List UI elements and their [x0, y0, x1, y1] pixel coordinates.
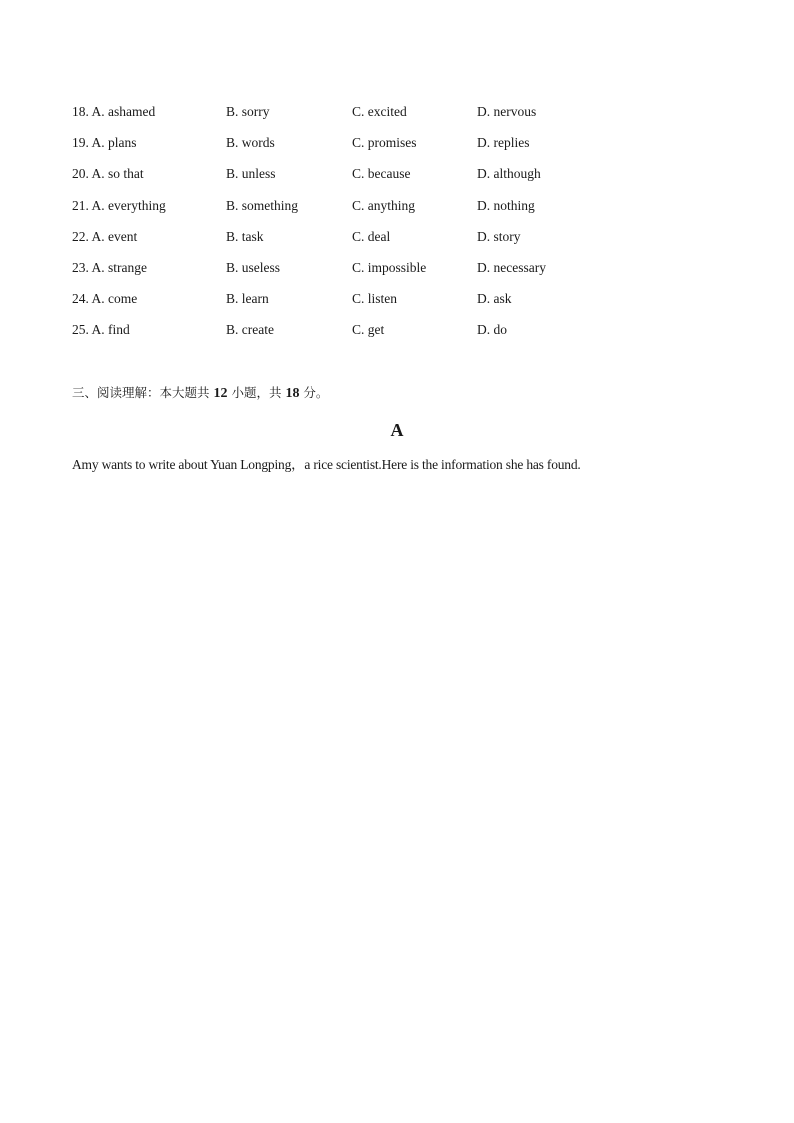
- option-b: B. useless: [226, 259, 280, 275]
- passage-title: A: [390, 420, 404, 440]
- question-row-19: [72, 133, 692, 164]
- option-d: D. nervous: [477, 104, 537, 119]
- question-row-21: [72, 196, 692, 227]
- option-b: B. unless: [226, 166, 276, 182]
- option-a: 19. A. plans: [72, 135, 137, 151]
- section-heading-suffix: 分。: [299, 385, 329, 400]
- section-total-score: 18: [285, 386, 300, 401]
- option-a: 22. A. event: [72, 228, 138, 244]
- option-b: B. something: [226, 197, 299, 213]
- passage-intro: Amy wants to write about Yuan Longping，a rice scientist.Here is the information she has found.: [72, 457, 581, 472]
- question-row-25: [72, 320, 692, 351]
- option-d: D. although: [477, 166, 541, 182]
- section-question-count: 12: [213, 386, 228, 401]
- option-b: B. create: [226, 322, 274, 338]
- option-c: C. because: [352, 166, 411, 182]
- section-heading-prefix: 三、阅读理解：本大题共: [72, 385, 214, 400]
- option-b: B. sorry: [226, 104, 270, 119]
- option-c: C. promises: [352, 135, 417, 151]
- option-a: 25. A. find: [72, 322, 130, 338]
- option-b: B. learn: [226, 291, 269, 307]
- section-heading: [72, 383, 328, 404]
- option-c: C. get: [352, 322, 385, 338]
- option-c: C. excited: [352, 104, 407, 119]
- question-row-24: [72, 289, 692, 320]
- option-b: B. words: [226, 135, 275, 151]
- option-a: 23. A. strange: [72, 259, 147, 275]
- question-row-23: [72, 258, 692, 289]
- option-a: 24. A. come: [72, 291, 138, 307]
- option-c: C. impossible: [352, 259, 427, 275]
- option-d: D. nothing: [477, 197, 535, 213]
- option-c: C. listen: [352, 291, 398, 307]
- option-d: D. ask: [477, 291, 512, 307]
- option-a: 21. A. everything: [72, 197, 166, 213]
- option-a: 18. A. ashamed: [72, 104, 156, 119]
- option-c: C. anything: [352, 197, 415, 213]
- option-a: 20. A. so that: [72, 166, 144, 182]
- option-b: B. task: [226, 228, 264, 244]
- question-row-22: [72, 227, 692, 258]
- multiple-choice-options: [72, 102, 692, 352]
- option-d: D. necessary: [477, 259, 546, 275]
- question-row-20: [72, 164, 692, 195]
- option-d: D. do: [477, 322, 507, 338]
- option-d: D. story: [477, 228, 521, 244]
- section-heading-middle: 小题，共: [227, 385, 286, 400]
- option-c: C. deal: [352, 228, 391, 244]
- question-row-18: [72, 102, 692, 133]
- option-d: D. replies: [477, 135, 530, 151]
